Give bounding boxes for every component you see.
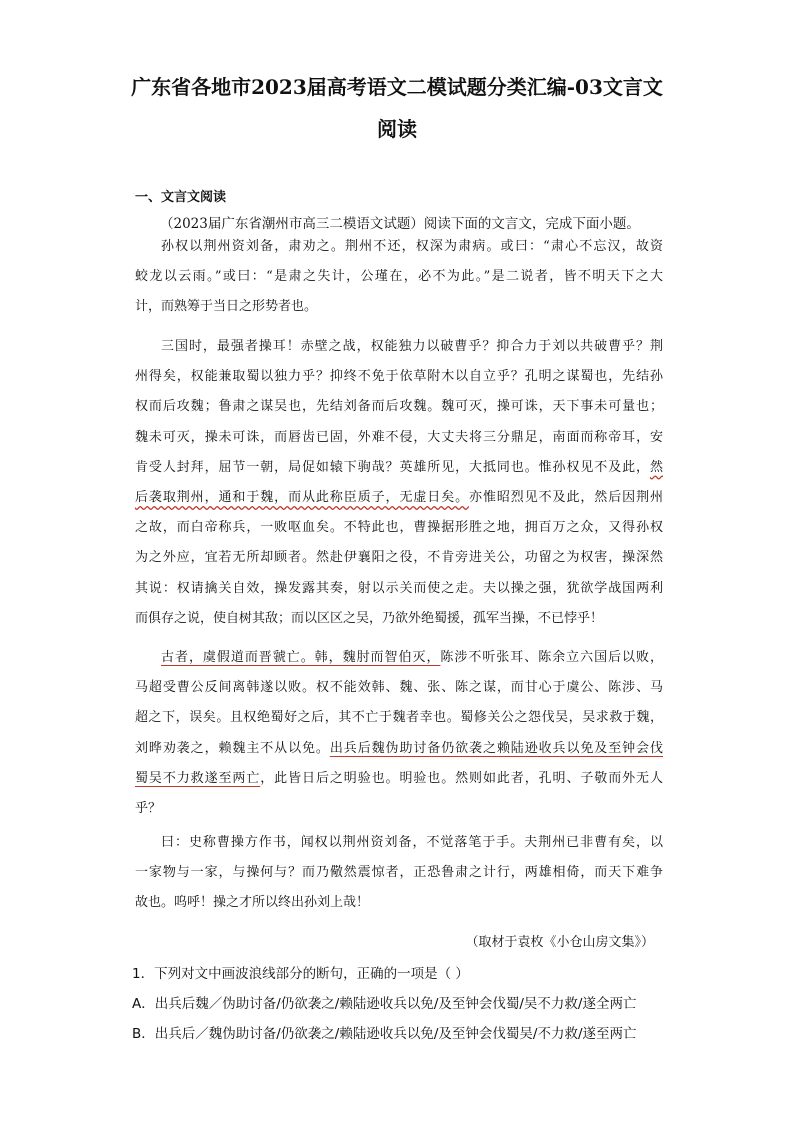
paragraph-line	[135, 764, 663, 794]
title-line-1: 广东省各地市2023届高考语文二模试题分类汇编-03文言文	[131, 75, 663, 99]
source-citation: （取材于袁枚《小仓山房文集》）	[465, 935, 654, 950]
paragraph-line: 蛟龙以云雨。”或曰：“是肃之失计，公瑾在，必不为此。”是二说者，皆不明天下之大	[135, 269, 663, 285]
wavy-underline-text: 后袭取荆州，通和于魏，而从此称臣质子，无虚日矣。	[135, 490, 470, 506]
paragraph-text: 陈涉不听张耳、陈余立六国后以败，	[440, 650, 663, 665]
paragraph-line: 超之下，误矣。且权绝蜀好之后，其不亡于魏者幸也。蜀修关公之怨伐吴，吴求救于魏，	[135, 710, 663, 726]
paragraph-line: 而俱存之说，使自树其敌；而以区区之吴，乃欲外绝蜀援，孤军当操，不已悖乎！	[135, 610, 604, 626]
passage-intro: （2023届广东省潮州市高三二模语文试题）阅读下面的文言文，完成下面小题。	[160, 216, 640, 232]
paragraph-line	[135, 483, 663, 513]
wavy-underline-text: 然	[649, 459, 663, 475]
paragraph-line	[135, 734, 663, 764]
paragraph-line: 孙权以荆州资刘备，肃劝之。荆州不还，权深为肃病。或曰：“肃心不忘汉，故资	[161, 239, 663, 254]
option-a[interactable]: A．出兵后魏／伪助讨备/仍欲袭之/赖陆逊收兵以免/及至钟会伐蜀/吴不力救/遂全两亡	[132, 996, 637, 1012]
paragraph-line: 马超受曹公反间离韩遂以败。权不能效韩、魏、张、陈之谋，而甘心于虞公、陈涉、马	[135, 680, 663, 696]
paragraph-text: 肯受人封拜，屈节一朝，局促如辕下驹哉？英雄所见，大抵同也。惟孙权见不及此，	[135, 459, 650, 475]
paragraph-text: ，此皆日后之明验也。明验也。然则如此者，孔明、子敬而外无人	[260, 770, 663, 786]
paragraph-text: 刘晔劝袭之，赖魏主不从以免。	[135, 740, 330, 756]
question-stem: 1．下列对文中画波浪线部分的断句，正确的一项是（ ）	[132, 966, 469, 982]
paragraph-1	[135, 232, 663, 323]
paragraph-4	[135, 828, 663, 919]
paragraph-text: 亦惟昭烈见不及此，然后因荆州	[469, 490, 663, 506]
paragraph-2	[135, 332, 663, 634]
paragraph-line: 计，而熟筹于当日之形势者也。	[135, 299, 318, 315]
paragraph-line: 州得矣，权能兼取蜀以独力乎？抑终不免于依草附木以自立乎？孔明之谋蜀也，先结孙	[135, 369, 663, 385]
paragraph-line: 为之外应，宜若无所却顾者。然赴伊襄阳之役，不肯旁进关公，功留之为权害，操深然	[135, 550, 663, 566]
paragraph-line: 其说：权请擒关自效，操发露其奏，射以示关而使之走。夫以操之强，犹欲学战国两利	[135, 580, 663, 596]
underlined-text: 出兵后魏伪助讨备仍欲袭之赖陆逊收兵以免及至钟会伐	[329, 740, 663, 756]
paragraph-line: 之故，而白帝称兵，一败呕血矣。不特此也，曹操据形胜之地，拥百万之众，又得孙权	[135, 520, 663, 536]
option-b[interactable]: B．出兵后／魏伪助讨备/仍欲袭之/赖陆逊收兵以免/及至钟会伐蜀吴/不力救/遂至两亡	[132, 1026, 637, 1042]
document-title	[60, 66, 734, 150]
paragraph-line: 一家物与一家，与操何与？而乃儆然震惊者，正恐鲁肃之计行，两雄相倚，而天下难争	[135, 865, 663, 881]
paragraph-line: 三国时，最强者操耳！赤壁之战，权能独力以破曹乎？抑合力于刘以共破曹乎？荆	[161, 339, 663, 354]
paragraph-line	[135, 453, 663, 483]
paragraph-line: 乎？	[135, 801, 162, 817]
paragraph-line: 权而后攻魏；鲁肃之谋吴也，先结刘备而后攻魏。魏可灭，操可诛，天下事未可量也；	[135, 399, 663, 415]
paragraph-line: 曰：史称曹操方作书，闻权以荆州资刘备，不觉落笔于手。夫荆州已非曹有矣，以	[161, 835, 663, 850]
wavy-underline-text: 古者，虞假道而晋虢亡。韩，魏肘而智伯灭，	[161, 650, 441, 665]
paragraph-line: 魏未可灭，操未可诛，而唇齿已固，外难不侵，大丈夫将三分鼎足，南面而称帝耳，安	[135, 429, 663, 445]
paragraph-line: 故也。呜呼！操之才所以终出孙刘上哉！	[135, 895, 370, 911]
title-line-2: 阅读	[377, 117, 417, 141]
paragraph-line	[135, 643, 663, 673]
section-heading: 一、文言文阅读	[135, 190, 227, 205]
paragraph-3	[135, 643, 663, 824]
underlined-text: 蜀吴不力救遂至两亡	[135, 770, 261, 786]
